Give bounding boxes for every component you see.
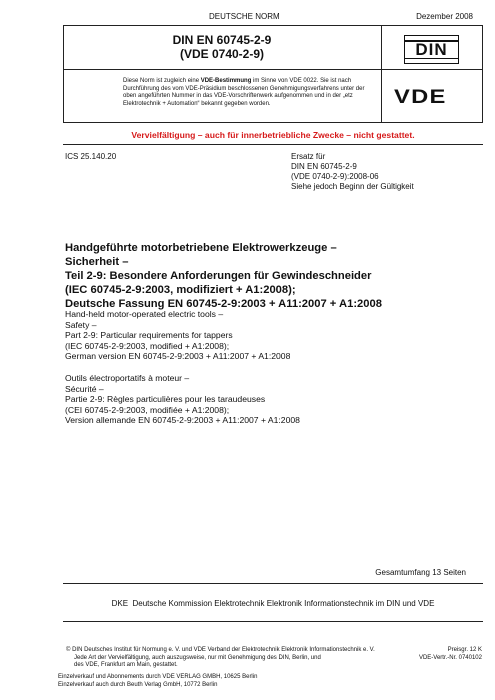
dke-line (63, 599, 483, 609)
designation-bottom-rule (63, 69, 483, 70)
title-fr-line: Version allemande EN 60745-2-9:2003 + A11:2007 + A1:2008 (65, 415, 300, 426)
replacement-line: Ersatz für (291, 152, 326, 161)
sales-line: Einzelverkauf auch durch Beuth Verlag GmbH, 10772 Berlin (58, 681, 218, 688)
title-english (65, 309, 483, 362)
copy-warning: Vervielfältigung – auch für innerbetriebliche Zwecke – nicht gestattet. (131, 130, 415, 140)
vde-notice-post: im Sinne von VDE 0022. Sie ist nach Durchführung des vom VDE-Präsidium beschlossenen Genehmigungsverfahrens unter der oben angeführten Nummer in das VDE-Vorschriftenwerk aufgenommen und in der „etz Elektrotechnik + Automation“ bekannt gegeben worden. (123, 78, 365, 107)
pagecount-bottom-rule (63, 583, 483, 584)
title-en-line: (IEC 60745-2-9:2003, modified + A1:2008); (65, 340, 230, 351)
notice-bottom-rule (63, 122, 483, 123)
logo-divider-rule (381, 25, 382, 123)
title-fr-line: Partie 2-9: Règles particulières pour les taraudeuses (65, 394, 266, 405)
copyright-line: © DIN Deutsches Institut für Normung e. V. und VDE Verband der Elektrotechnik Elektronik Informationstechnik e. V. (66, 647, 375, 653)
title-de-line: Teil 2-9: Besondere Anforderungen für Gewindeschneider (65, 270, 372, 282)
title-en-line: Hand-held motor-operated electric tools – (65, 309, 224, 319)
ics-code: ICS 25.140.20 (65, 152, 117, 161)
warning-bottom-rule (63, 144, 483, 145)
copyright-line: Jede Art der Vervielfältigung, auch auszugsweise, nur mit Genehmigung des DIN, Berlin, und (74, 654, 321, 661)
order-number: VDE-Vertr.-Nr. 0740102 (418, 654, 482, 661)
page-count: Gesamtumfang 13 Seiten (375, 568, 466, 577)
title-french (65, 373, 483, 426)
dke-bottom-rule (63, 621, 483, 622)
title-de-line: Deutsche Fassung EN 60745-2-9:2003 + A11:2007 + A1:2008 (65, 298, 382, 310)
dke-abbr: DKE (111, 599, 129, 608)
title-fr-line: Outils électroportatifs à moteur – (65, 373, 190, 383)
title-de-line: (IEC 60745-2-9:2003, modifiziert + A1:2008); (65, 284, 296, 296)
title-en-line: Part 2-9: Particular requirements for tappers (65, 330, 233, 341)
sales-line: Einzelverkauf und Abonnements durch VDE VERLAG GMBH, 10625 Berlin (58, 674, 258, 680)
replacement-line: Siehe jedoch Beginn der Gültigkeit (291, 182, 414, 191)
publication-date: Dezember 2008 (416, 12, 473, 21)
copyright-notice (66, 647, 406, 670)
designation-vde: (VDE 0740-2-9) (179, 47, 265, 61)
title-en-line: Safety – (65, 319, 97, 330)
title-de-line: Handgeführte motorbetriebene Elektrowerkzeuge – (65, 242, 337, 254)
title-en-line: German version EN 60745-2-9:2003 + A11:2007 + A1:2008 (65, 351, 291, 362)
box-right-rule (482, 25, 483, 123)
vde-notice-bold: VDE-Bestimmung (200, 78, 252, 84)
din-logo (404, 35, 459, 64)
dke-name: Deutsche Kommission Elektrotechnik Elektronik Informationstechnik im DIN und VDE (132, 599, 435, 608)
replacement-block (291, 152, 414, 192)
copyright-line: des VDE, Frankfurt am Main, gestattet. (74, 662, 178, 669)
title-fr-line: (CEI 60745-2-9:2003, modifiée + A1:2008); (65, 404, 230, 415)
price-group: Preisgr. 12 K (447, 647, 482, 653)
title-german (65, 241, 483, 311)
standard-designation (63, 33, 381, 61)
title-fr-line: Sécurité – (65, 383, 104, 394)
header-top-rule (63, 25, 483, 26)
vde-logo: VDE (394, 87, 447, 108)
replacement-line: DIN EN 60745-2-9 (291, 162, 357, 171)
norm-label: DEUTSCHE NORM (209, 12, 280, 21)
vde-notice (123, 78, 376, 108)
price-info (419, 647, 482, 662)
din-logo-text: DIN (415, 40, 448, 59)
sales-info (58, 674, 257, 689)
vde-notice-pre: Diese Norm ist zugleich eine (123, 78, 201, 84)
title-de-line: Sicherheit – (65, 256, 129, 268)
designation-din: DIN EN 60745-2-9 (172, 33, 272, 47)
replacement-line: (VDE 0740-2-9):2008-06 (291, 172, 379, 181)
